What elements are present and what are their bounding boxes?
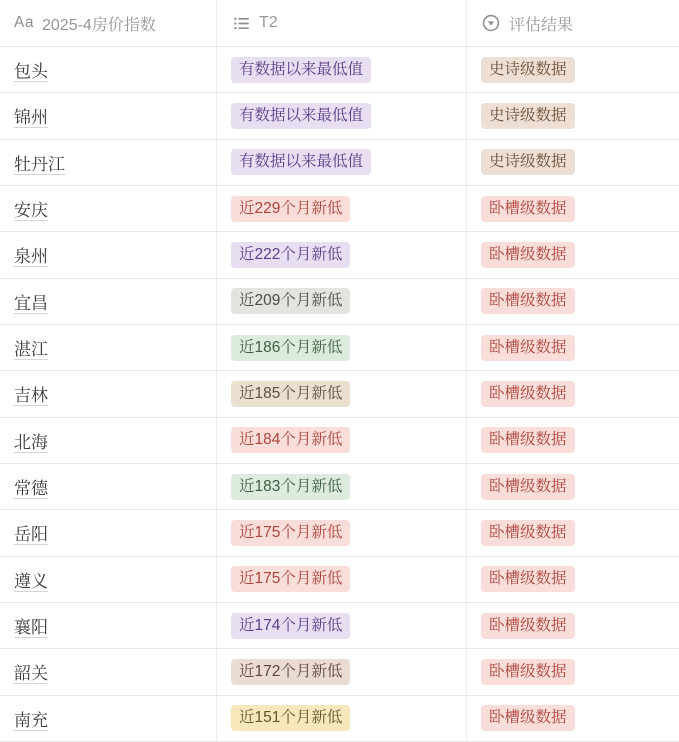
- table-row: [0, 93, 679, 139]
- table-row: [0, 279, 679, 325]
- result-cell[interactable]: [467, 557, 679, 602]
- result-tag: 卧槽级数据: [481, 335, 575, 361]
- city-name: 遵义: [14, 571, 48, 591]
- city-cell[interactable]: [0, 696, 217, 741]
- t2-cell[interactable]: [217, 186, 467, 231]
- table-row: [0, 140, 679, 186]
- table-row: [0, 603, 679, 649]
- city-name: 包头: [14, 62, 48, 82]
- t2-tag: 近183个月新低: [231, 474, 350, 500]
- city-cell[interactable]: [0, 232, 217, 277]
- result-cell[interactable]: [467, 464, 679, 509]
- table-body: [0, 47, 679, 742]
- table-row: [0, 510, 679, 556]
- city-cell[interactable]: [0, 510, 217, 555]
- result-cell[interactable]: [467, 140, 679, 185]
- column-header-title-label: 2025-4房价指数: [42, 16, 156, 34]
- result-tag: 卧槽级数据: [481, 613, 575, 639]
- result-cell[interactable]: [467, 186, 679, 231]
- city-name: 安庆: [14, 201, 48, 221]
- city-cell[interactable]: [0, 603, 217, 648]
- table-row: [0, 464, 679, 510]
- table-row: [0, 232, 679, 278]
- city-cell[interactable]: [0, 464, 217, 509]
- city-cell[interactable]: [0, 418, 217, 463]
- city-cell[interactable]: [0, 325, 217, 370]
- city-name: 牡丹江: [14, 154, 65, 174]
- city-cell[interactable]: [0, 140, 217, 185]
- t2-cell[interactable]: [217, 557, 467, 602]
- table-header-row: [0, 0, 679, 47]
- table-row: [0, 557, 679, 603]
- city-name: 泉州: [14, 247, 48, 267]
- result-cell[interactable]: [467, 325, 679, 370]
- city-cell[interactable]: [0, 649, 217, 694]
- t2-cell[interactable]: [217, 371, 467, 416]
- t2-tag: 有数据以来最低值: [231, 57, 371, 83]
- result-cell[interactable]: [467, 696, 679, 741]
- t2-tag: 近151个月新低: [231, 705, 350, 731]
- t2-cell[interactable]: [217, 47, 467, 92]
- result-tag: 史诗级数据: [481, 103, 575, 129]
- t2-tag: 近184个月新低: [231, 427, 350, 453]
- t2-cell[interactable]: [217, 325, 467, 370]
- t2-cell[interactable]: [217, 279, 467, 324]
- t2-tag: 近175个月新低: [231, 520, 350, 546]
- t2-cell[interactable]: [217, 418, 467, 463]
- t2-cell[interactable]: [217, 464, 467, 509]
- result-cell[interactable]: [467, 232, 679, 277]
- result-cell[interactable]: [467, 603, 679, 648]
- result-tag: 卧槽级数据: [481, 566, 575, 592]
- t2-tag: 近209个月新低: [231, 288, 350, 314]
- city-name: 锦州: [14, 108, 48, 128]
- city-cell[interactable]: [0, 93, 217, 138]
- t2-tag: 近186个月新低: [231, 335, 350, 361]
- result-cell[interactable]: [467, 279, 679, 324]
- result-tag: 卧槽级数据: [481, 242, 575, 268]
- select-property-icon: [481, 13, 501, 33]
- city-cell[interactable]: [0, 186, 217, 231]
- result-tag: 史诗级数据: [481, 149, 575, 175]
- t2-cell[interactable]: [217, 603, 467, 648]
- title-property-icon: Aa: [14, 14, 34, 31]
- city-name: 吉林: [14, 386, 48, 406]
- t2-cell[interactable]: [217, 696, 467, 741]
- result-tag: 卧槽级数据: [481, 705, 575, 731]
- result-tag: 卧槽级数据: [481, 520, 575, 546]
- table-row: [0, 371, 679, 417]
- column-header-title[interactable]: [0, 0, 217, 46]
- table-row: [0, 325, 679, 371]
- city-cell[interactable]: [0, 47, 217, 92]
- city-name: 韶关: [14, 664, 48, 684]
- t2-cell[interactable]: [217, 510, 467, 555]
- t2-cell[interactable]: [217, 140, 467, 185]
- city-name: 南充: [14, 710, 48, 730]
- result-tag: 卧槽级数据: [481, 427, 575, 453]
- result-cell[interactable]: [467, 510, 679, 555]
- t2-tag: 近229个月新低: [231, 196, 350, 222]
- table-row: [0, 649, 679, 695]
- t2-tag: 有数据以来最低值: [231, 149, 371, 175]
- result-cell[interactable]: [467, 649, 679, 694]
- column-header-result-label: 评估结果: [509, 16, 574, 34]
- list-property-icon: [231, 13, 251, 33]
- t2-tag: 有数据以来最低值: [231, 103, 371, 129]
- t2-tag: 近172个月新低: [231, 659, 350, 685]
- result-cell[interactable]: [467, 371, 679, 416]
- city-cell[interactable]: [0, 279, 217, 324]
- t2-tag: 近222个月新低: [231, 242, 350, 268]
- result-cell[interactable]: [467, 418, 679, 463]
- column-header-t2-label: T2: [259, 14, 278, 31]
- city-name: 岳阳: [14, 525, 48, 545]
- city-cell[interactable]: [0, 557, 217, 602]
- t2-cell[interactable]: [217, 232, 467, 277]
- city-name: 湛江: [14, 340, 48, 360]
- t2-tag: 近174个月新低: [231, 613, 350, 639]
- city-name: 襄阳: [14, 618, 48, 638]
- column-header-t2[interactable]: [217, 0, 467, 46]
- result-tag: 卧槽级数据: [481, 196, 575, 222]
- city-name: 宜昌: [14, 293, 48, 313]
- result-cell[interactable]: [467, 47, 679, 92]
- table-row: [0, 186, 679, 232]
- result-tag: 卧槽级数据: [481, 288, 575, 314]
- t2-cell[interactable]: [217, 649, 467, 694]
- table-row: [0, 696, 679, 742]
- table-row: [0, 418, 679, 464]
- city-name: 北海: [14, 432, 48, 452]
- city-name: 常德: [14, 479, 48, 499]
- city-cell[interactable]: [0, 371, 217, 416]
- t2-cell[interactable]: [217, 93, 467, 138]
- t2-tag: 近175个月新低: [231, 566, 350, 592]
- result-tag: 卧槽级数据: [481, 474, 575, 500]
- t2-tag: 近185个月新低: [231, 381, 350, 407]
- result-tag: 卧槽级数据: [481, 659, 575, 685]
- result-tag: 史诗级数据: [481, 57, 575, 83]
- result-tag: 卧槽级数据: [481, 381, 575, 407]
- result-cell[interactable]: [467, 93, 679, 138]
- column-header-result[interactable]: [467, 0, 679, 46]
- table-row: [0, 47, 679, 93]
